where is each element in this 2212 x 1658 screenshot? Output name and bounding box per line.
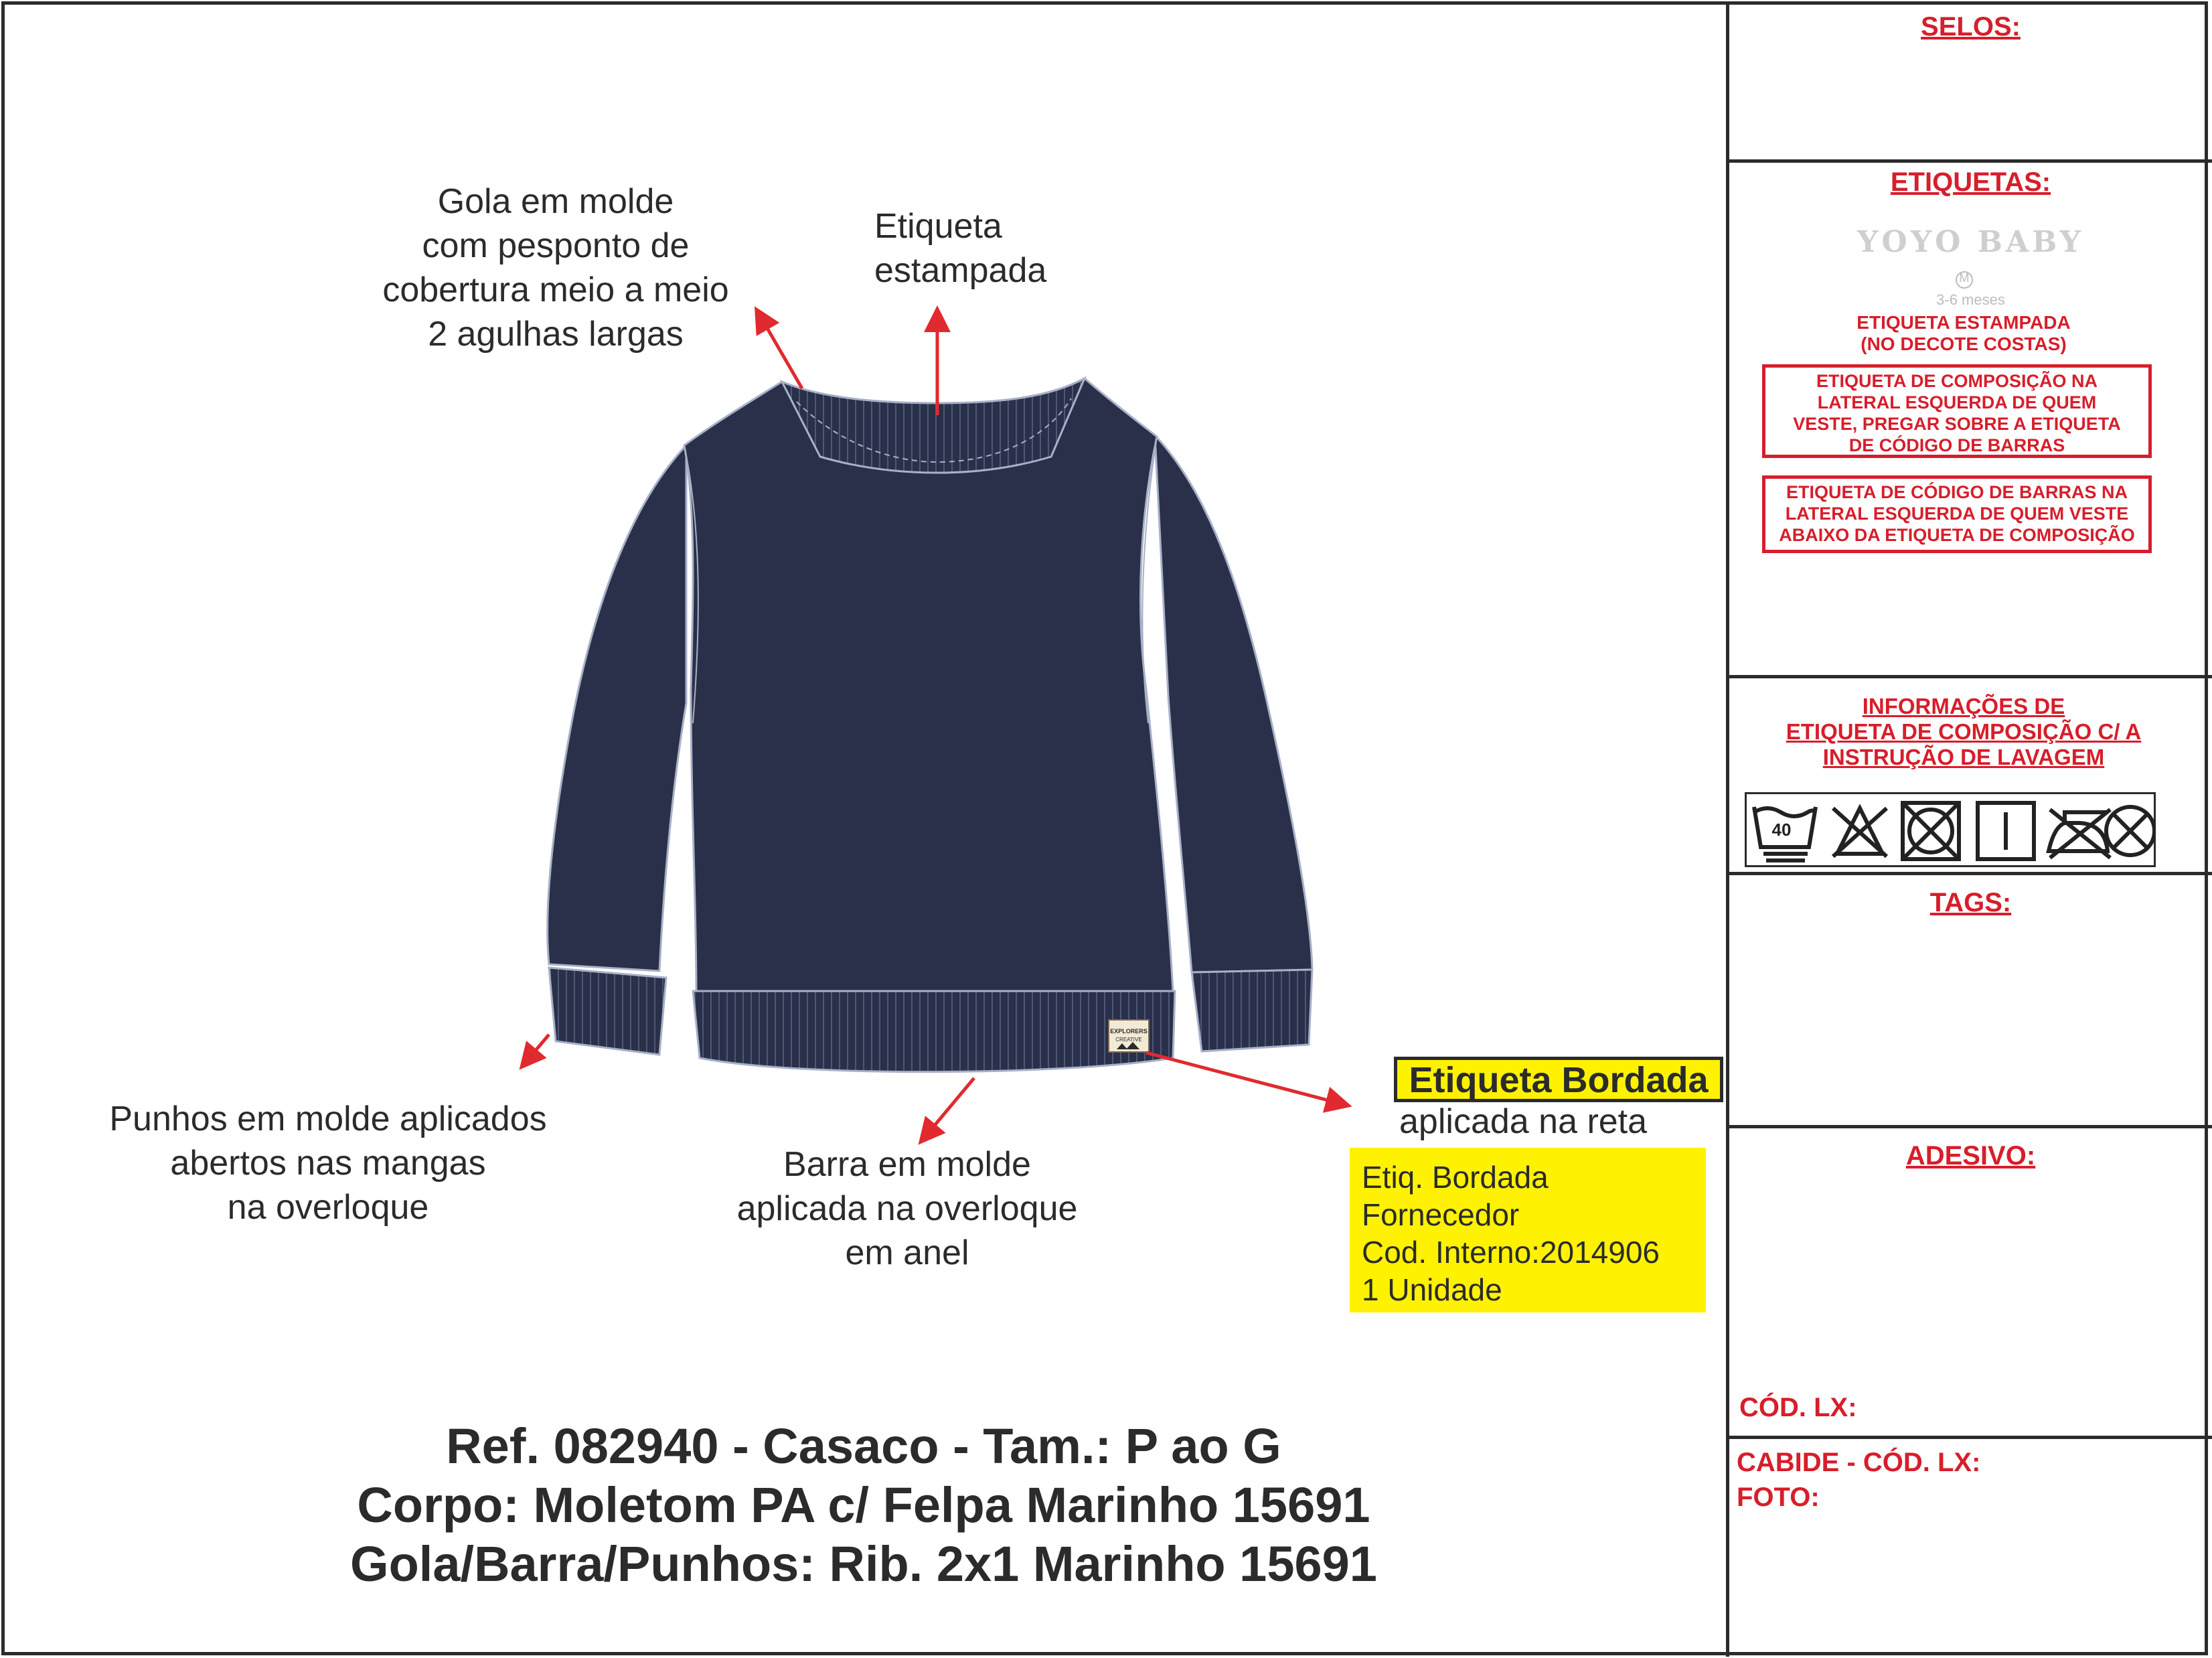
- divider-tags: [1726, 1125, 2212, 1128]
- tag-text-1: EXPLORERS: [1110, 1028, 1148, 1035]
- reference-line-1: Ref. 082940 - Casaco - Tam.: P ao G: [446, 1418, 1281, 1474]
- left-sleeve: [548, 445, 686, 971]
- no-bleach-icon: [1833, 808, 1887, 856]
- line-dry-icon: [1978, 803, 2034, 859]
- cod-lx-label: CÓD. LX:: [1739, 1393, 1857, 1422]
- codigo-barras-box: ETIQUETA DE CÓDIGO DE BARRAS NA LATERAL ESQUERDA DE QUEM VESTE ABAIXO DA ETIQUETA DE COMPOSIÇÃO: [1762, 475, 2152, 553]
- note-barra: Barra em molde aplicada na overloque em anel: [736, 1145, 1078, 1272]
- note-punhos: Punhos em molde aplicados abertos nas mangas na overloque: [109, 1100, 547, 1227]
- brand-label-name: YOYO BABY: [1857, 225, 2084, 259]
- wash-temperature: 40: [1771, 820, 1792, 840]
- no-tumble-dry-icon: [1903, 803, 1959, 859]
- composicao-box: ETIQUETA DE COMPOSIÇÃO NA LATERAL ESQUERDA DE QUEM VESTE, PREGAR SOBRE A ETIQUETA DE CÓDIGO DE BARRAS: [1762, 364, 2152, 458]
- bordada-info-box: Etiq. Bordada Fornecedor Cod. Interno:2014906 1 Unidade: [1350, 1148, 1706, 1312]
- no-iron-icon: [2049, 810, 2110, 858]
- cabide-cod-lx-label: CABIDE - CÓD. LX:: [1737, 1448, 1981, 1477]
- reference-line-2: Corpo: Moletom PA c/ Felpa Marinho 15691: [357, 1477, 1370, 1533]
- care-symbols: [1745, 792, 2156, 867]
- arrow-gola: [758, 312, 802, 388]
- foto-label: FOTO:: [1737, 1483, 1820, 1512]
- tags-title: TAGS:: [1929, 888, 2012, 917]
- bordada-title: Etiqueta Bordada: [1394, 1057, 1723, 1102]
- right-cuff: [1192, 970, 1312, 1051]
- collar-rib: [782, 378, 1085, 473]
- left-cuff: [549, 968, 666, 1055]
- selos-title: SELOS:: [1921, 12, 2021, 42]
- arrow-bordada: [1146, 1053, 1346, 1105]
- divider-selos: [1726, 159, 2212, 163]
- tag-text-2: CREATIVE: [1115, 1037, 1142, 1043]
- hem-rib: [693, 991, 1175, 1072]
- arrow-punhos: [524, 1035, 549, 1065]
- divider-adesivo: [1726, 1436, 2212, 1439]
- divider-etiquetas: [1726, 675, 2212, 678]
- info-title: INFORMAÇÕES DE ETIQUETA DE COMPOSIÇÃO C/ A INSTRUÇÃO DE LAVAGEM: [1786, 694, 2142, 769]
- note-etiqueta-estampada: Etiqueta estampada: [874, 207, 1047, 290]
- bordada-subtitle: aplicada na reta: [1399, 1102, 1648, 1141]
- brand-size-letter: M: [1959, 271, 1970, 285]
- etiqueta-estampada-note: ETIQUETA ESTAMPADA (NO DECOTE COSTAS): [1856, 312, 2071, 354]
- arrow-barra: [923, 1078, 974, 1140]
- no-dry-clean-icon: [2106, 807, 2154, 855]
- divider-info: [1726, 872, 2212, 875]
- brand-size-range: 3-6 meses: [1936, 291, 2005, 308]
- reference-line-3: Gola/Barra/Punhos: Rib. 2x1 Marinho 15691: [350, 1536, 1377, 1592]
- etiquetas-title: ETIQUETAS:: [1890, 167, 2051, 197]
- note-gola: Gola em molde com pesponto de cobertura meio a meio 2 agulhas largas: [382, 182, 729, 354]
- right-sleeve: [1155, 435, 1312, 972]
- adesivo-title: ADESIVO:: [1905, 1141, 2036, 1171]
